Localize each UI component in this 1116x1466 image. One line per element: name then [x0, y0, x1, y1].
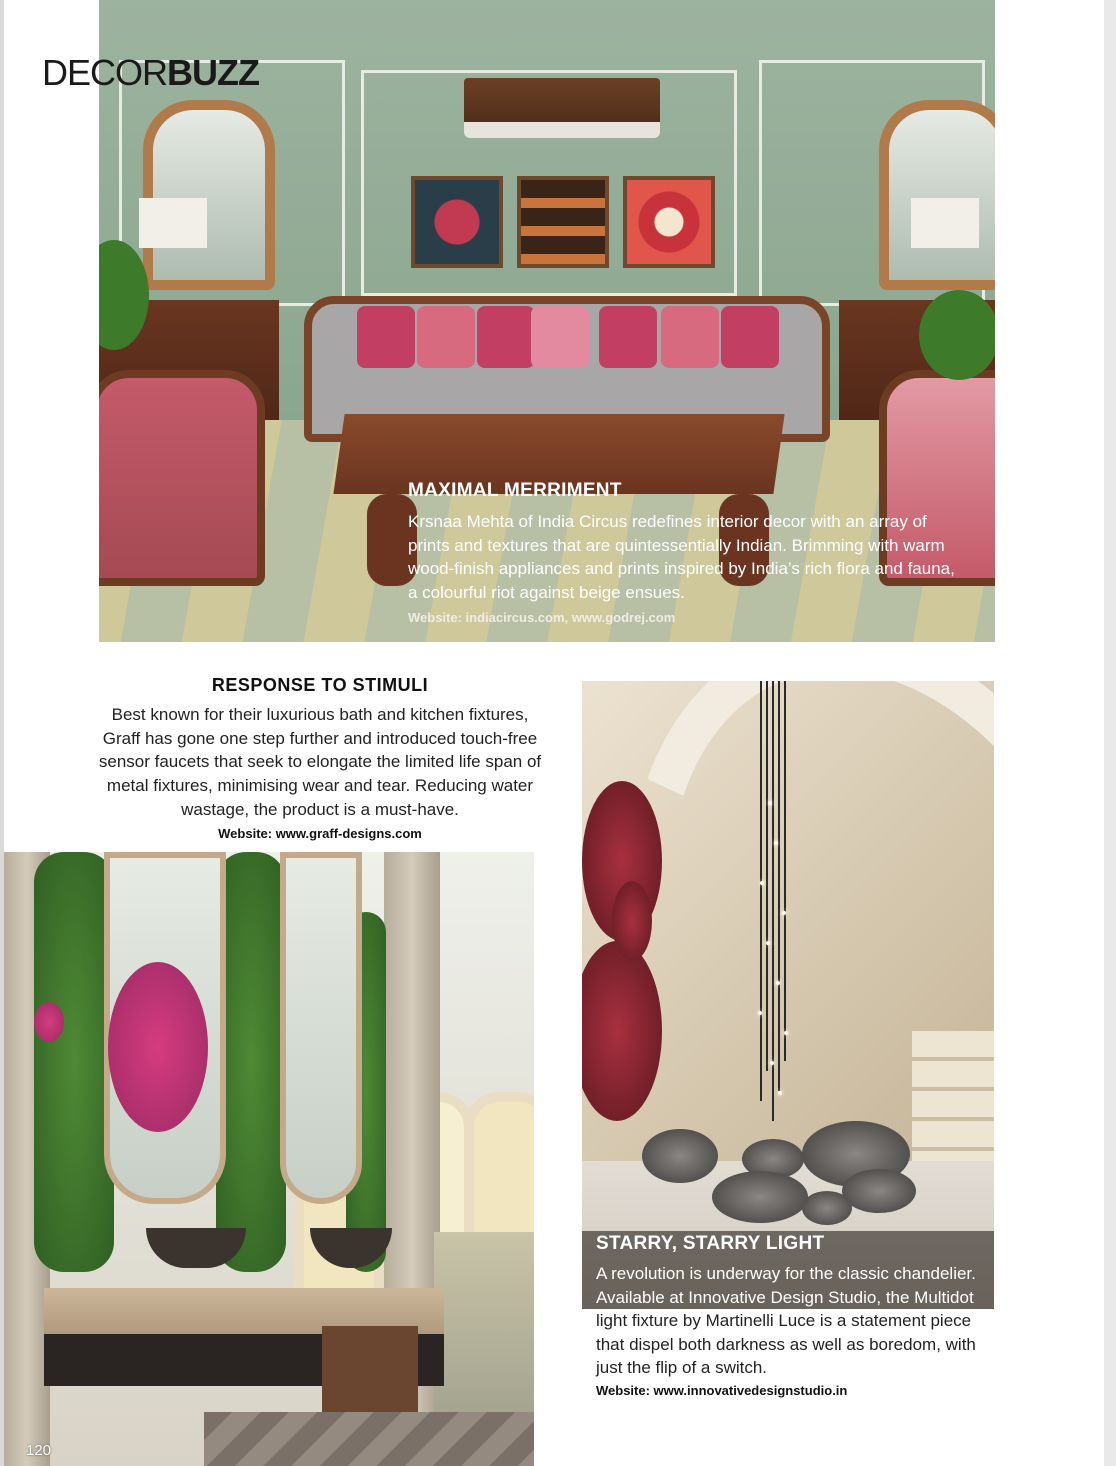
stimuli-website: Website: www.graff-designs.com	[218, 826, 422, 841]
starry-website: Website: www.innovativedesignstudio.in	[596, 1383, 848, 1398]
starry-line-2: Available at Innovative Design Studio, the Multidot	[596, 1287, 974, 1307]
staircase-photo	[582, 681, 994, 1309]
starry-line-5: just the flip of a switch.	[596, 1358, 768, 1377]
maximal-line-4: a colourful riot against beige ensues.	[408, 582, 685, 602]
maximal-line-3: wood-finish appliances and prints inspired by India’s rich flora and fauna,	[408, 559, 955, 578]
section-header-bold: BUZZ	[167, 52, 259, 93]
starry-line-4: that dispel both darkness as well as boredom, with	[596, 1334, 976, 1354]
stimuli-line-4: metal fixtures, minimising wear and tear. Reducing water	[106, 776, 534, 796]
maximal-title: MAXIMAL MERRIMENT	[408, 480, 622, 501]
stimuli-line-1: Best known for their luxurious bath and kitchen fixtures,	[111, 705, 529, 724]
stimuli-line-5: wastage, the product is a must-have.	[181, 799, 459, 819]
page-number: 120	[26, 1442, 52, 1459]
stimuli-line-2: Graff has gone one step further and introduced touch-free	[102, 728, 538, 748]
section-header-light: DECOR	[42, 52, 168, 93]
starry-line-1: A revolution is underway for the classic chandelier.	[596, 1264, 976, 1283]
section-header	[42, 52, 259, 94]
maximal-website: Website: indiacircus.com, www.godrej.com	[408, 610, 676, 625]
starry-title: STARRY, STARRY LIGHT	[596, 1233, 825, 1254]
bathroom-photo	[4, 852, 534, 1466]
stimuli-line-3: sensor faucets that seek to elongate the limited life span of	[98, 752, 542, 772]
maximal-line-2: prints and textures that are quintessentially Indian. Brimming with warm	[408, 535, 945, 555]
starry-line-3: light fixture by Martinelli Luce is a statement piece	[596, 1311, 972, 1330]
page-edge-right	[1104, 0, 1116, 1466]
stimuli-title: RESPONSE TO STIMULI	[211, 675, 429, 695]
maximal-line-1: Krsnaa Mehta of India Circus redefines interior decor with an array of	[408, 512, 927, 531]
